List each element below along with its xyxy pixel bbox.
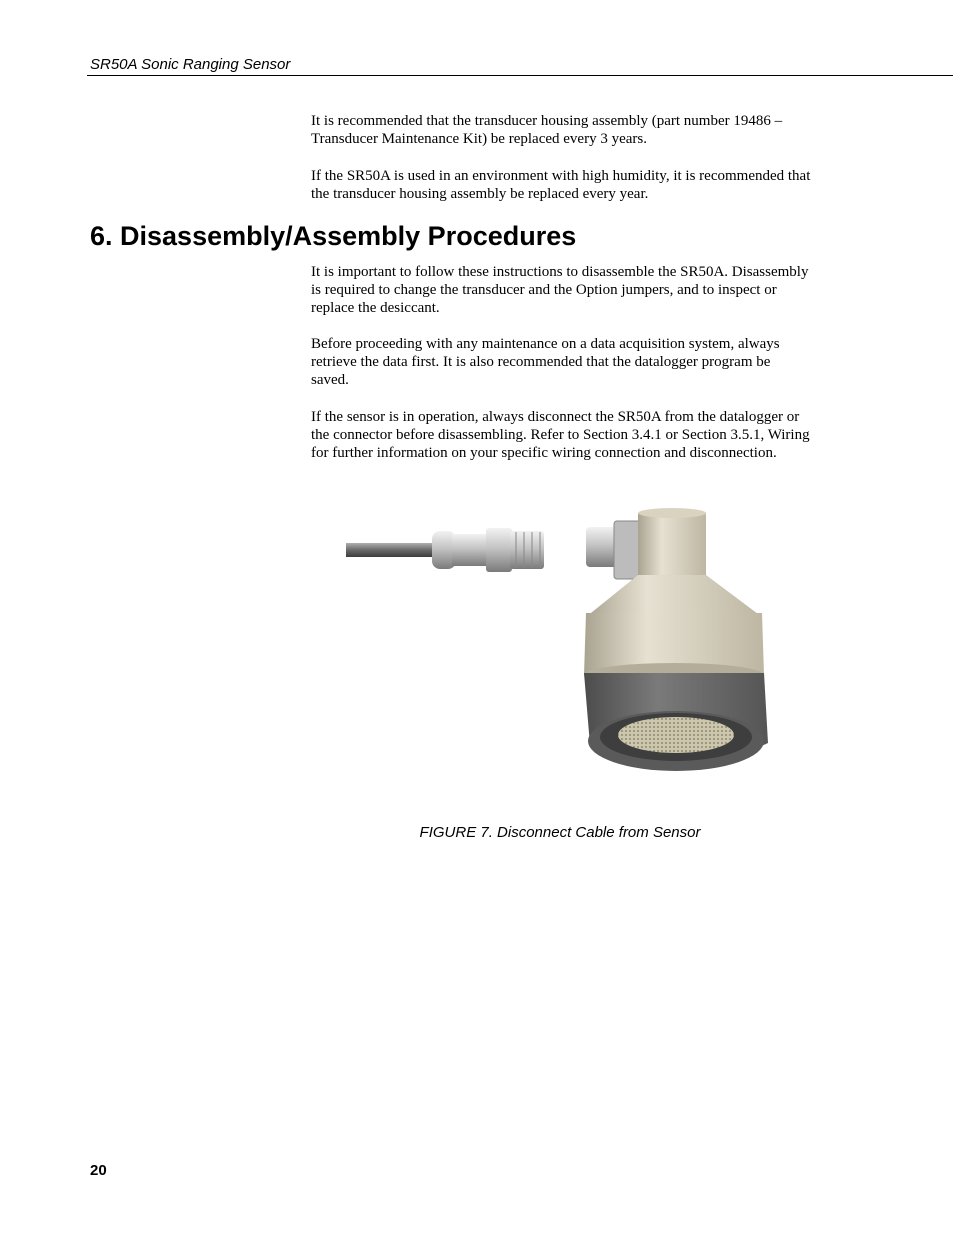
sensor-illustration (340, 505, 780, 785)
section-paragraph-3: If the sensor is in operation, always disconnect the SR50A from the datalogger or the connector before disassembling. Refer to Section 3.4.1 or Section 3.5.1, Wiring for further information on your specific wiring connection and disconnection. (311, 409, 810, 461)
intro-paragraph-1: It is recommended that the transducer housing assembly (part number 19486 – Transducer Maintenance Kit) be replaced every 3 years. (311, 113, 783, 147)
figure-caption: FIGURE 7. Disconnect Cable from Sensor (419, 824, 701, 841)
sensor-body (584, 508, 768, 771)
section-paragraph-1: It is important to follow these instructions to disassemble the SR50A. Disassembly is required to change the transducer and the Option jumpers, and to inspect or replace the desiccant. (311, 264, 809, 316)
section-heading: 6. Disassembly/Assembly Procedures (90, 221, 577, 251)
running-header: SR50A Sonic Ranging Sensor (90, 56, 291, 73)
section-paragraph-2: Before proceeding with any maintenance on a data acquisition system, always retrieve the data first. It is also recommended that the datalogger program be saved. (311, 336, 780, 388)
header-rule (87, 75, 953, 76)
cable-connector (346, 528, 544, 572)
intro-paragraph-2: If the SR50A is used in an environment with high humidity, it is recommended that the transducer housing assembly be replaced every year. (311, 168, 811, 202)
figure-sensor-illustration (340, 505, 780, 785)
page-number: 20 (90, 1162, 107, 1179)
